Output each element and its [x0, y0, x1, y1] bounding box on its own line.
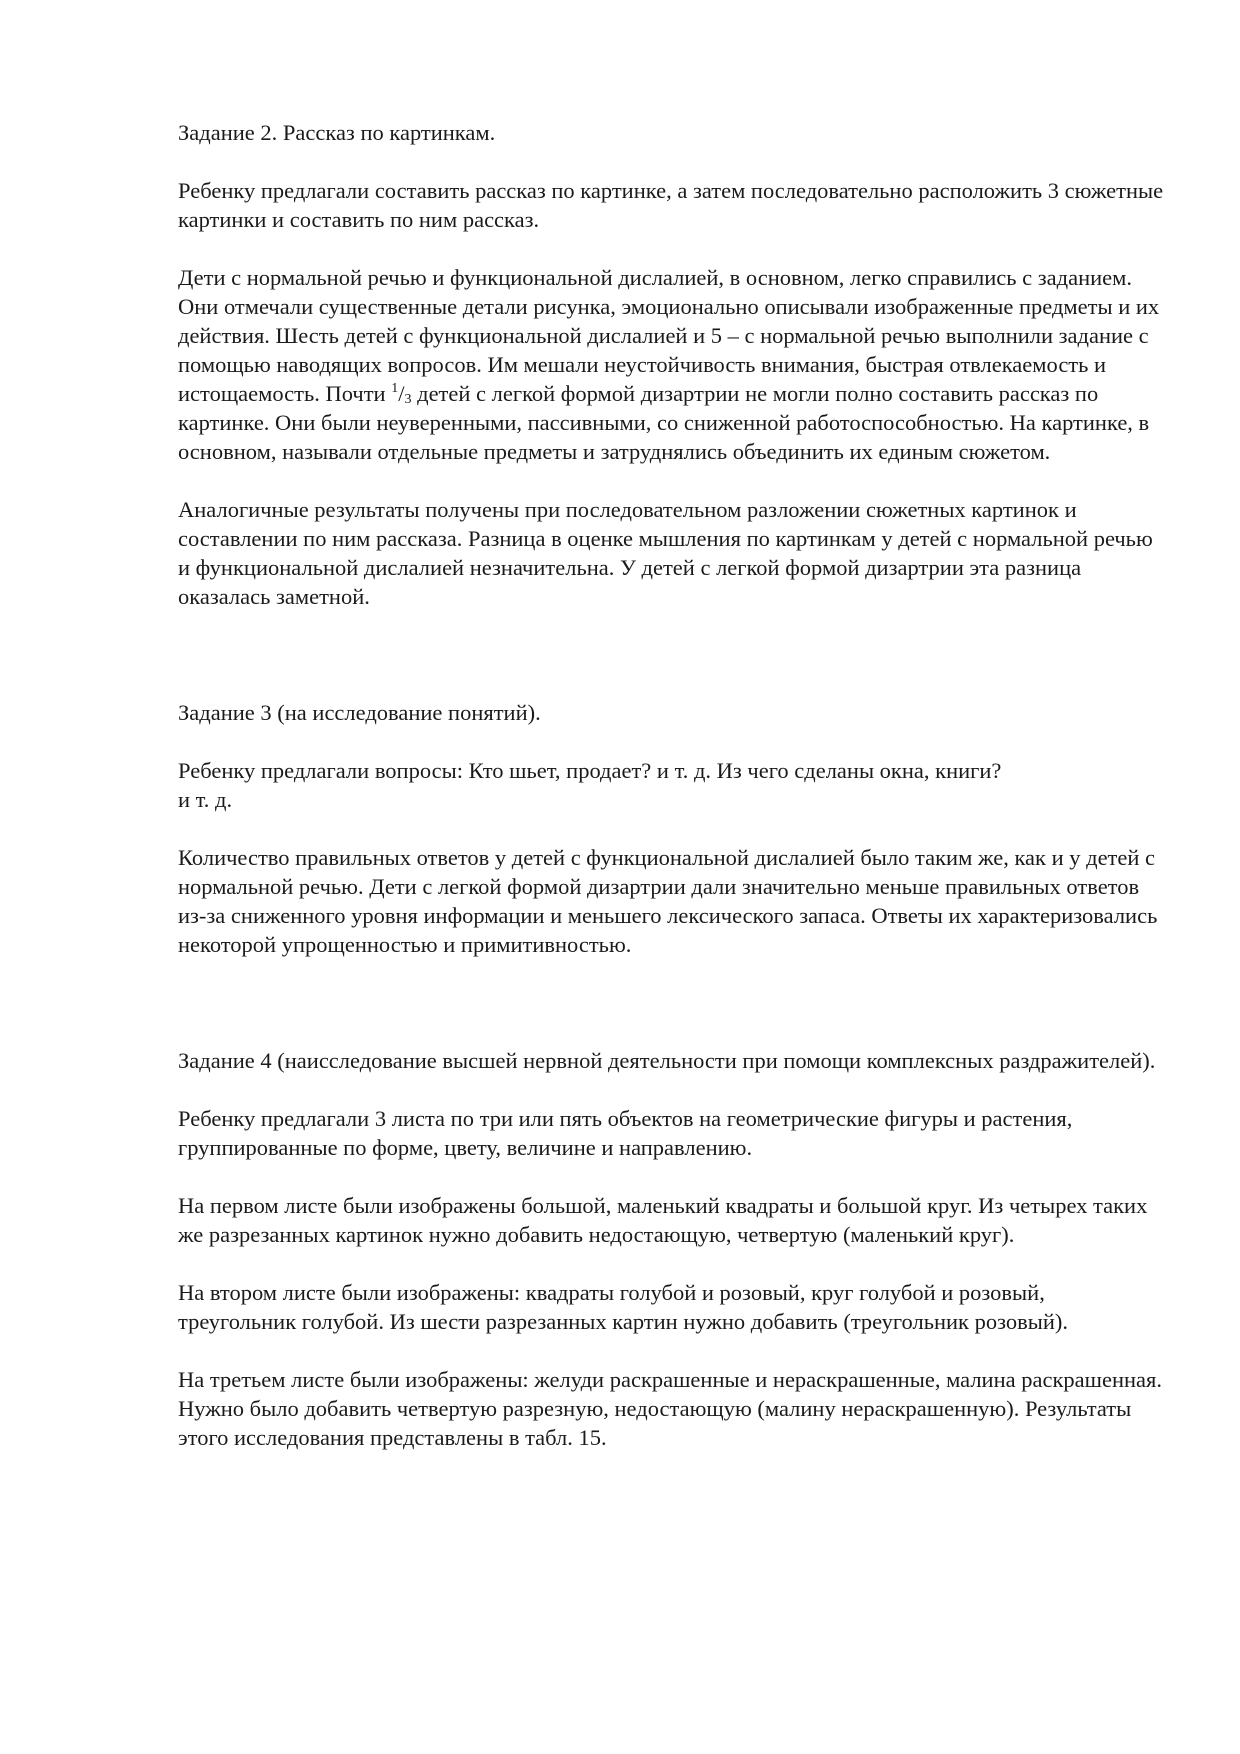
- task2-title: Задание 2. Рассказ по картинкам.: [178, 120, 496, 145]
- section-spacer: [178, 988, 1168, 1046]
- task4-paragraph-3: На втором листе были изображены: квадраты голубой и розовый, круг голубой и розовый, треугольник голубой. Из шести разрезанных картин нужно добавить (треугольник розовый).: [178, 1280, 1069, 1334]
- task2-paragraph-2: [178, 263, 1168, 466]
- task2-paragraph-1: Ребенку предлагали составить рассказ по картинке, а затем последовательно расположить 3 сюжетные картинки и составить по ним рассказ.: [178, 178, 1164, 232]
- fraction-slash: /: [398, 381, 405, 406]
- task4-paragraph-4: На третьем листе были изображены: желуди раскрашенные и нераскрашенные, малина раскрашенная. Нужно было добавить четвертую разрезную, недостающую (малину нераскрашенную). Результаты этого исследования представлены в табл. 15.: [178, 1367, 1163, 1450]
- fraction-numerator: 1: [391, 381, 399, 396]
- section-spacer: [178, 640, 1168, 698]
- task3-paragraph-2: Количество правильных ответов у детей с функциональной дислалией было таким же, как и у детей с нормальной речью. Дети с легкой формой дизартрии дали значительно меньше правильных ответов из-за сниженного уровня информации и меньшего лексического запаса. Ответы их характеризовались некоторой упрощенностью и примитивностью.: [178, 845, 1158, 957]
- task4-paragraph-2: На первом листе были изображены большой, маленький квадраты и большой круг. Из четырех таких же разрезанных картинок нужно добавить недостающую, четвертую (маленький круг).: [178, 1193, 1148, 1247]
- document-page: [178, 118, 1168, 1481]
- task3-paragraph-1-line-2: и т. д.: [178, 787, 233, 812]
- task2-paragraph-2-end: детей с легкой формой дизартрии не могли полно составить рассказ по картинке. Они были неуверенными, пассивными, со сниженной работоспособностью. На картинке, в основном, называли отдельные предметы и затруднялись объединить их единым сюжетом.: [178, 381, 1150, 464]
- task3-paragraph-1: [178, 756, 1168, 814]
- task2-paragraph-3: Аналогичные результаты получены при последовательном разложении сюжетных картинок и составлении по ним рассказа. Разница в оценке мышления по картинкам у детей с нормальной речью и функциональной дислалией незначительна. У детей с легкой формой дизартрии эта разница оказалась заметной.: [178, 497, 1153, 609]
- task4-paragraph-1: Ребенку предлагали 3 листа по три или пять объектов на геометрические фигуры и растения, группированные по форме, цвету, величине и направлению.: [178, 1106, 1073, 1160]
- task3-title: Задание 3 (на исследование понятий).: [178, 700, 541, 725]
- fraction-denominator: 3: [404, 392, 412, 407]
- task3-paragraph-1-line-1: Ребенку предлагали вопросы: Кто шьет, продает? и т. д. Из чего сделаны окна, книги?: [178, 758, 1002, 783]
- task4-title: Задание 4 (наисследование высшей нервной деятельности при помощи комплексных раздражителей).: [178, 1048, 1156, 1073]
- task2-paragraph-2-start: Дети с нормальной речью и функциональной дислалией, в основном, легко справились с заданием. Они отмечали существенные детали рисунка, эмоционально описывали изображенные предметы и их действия. Шесть детей с функциональной дислалией и 5 – с нормальной речью выполнили задание с помощью наводящих вопросов. Им мешали неустойчивость внимания, быстрая отвлекаемость и истощаемость. Почти: [178, 265, 1160, 406]
